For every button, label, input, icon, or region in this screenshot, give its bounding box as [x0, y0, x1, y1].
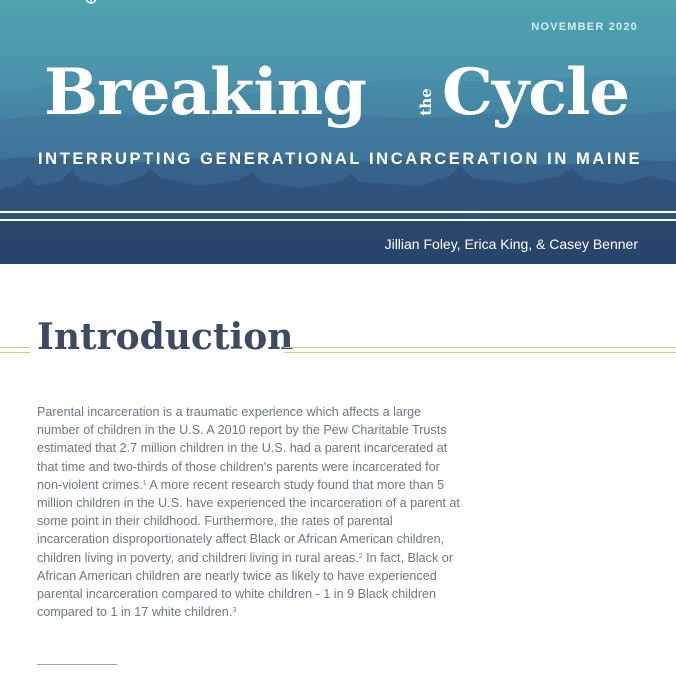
report-subtitle: INTERRUPTING GENERATIONAL INCARCERATION IN MAINE [38, 150, 643, 168]
intro-text-segment: A more recent research study found that more than 5 million children in the U.S. have experienced the incarceration of a parent at some point in their childhood. Furthermore, the rates of parental incarceration disproportionately affect Black or African American children, children living in poverty, and children living in rural areas. [37, 477, 460, 565]
heading-rule-right [284, 347, 676, 353]
authors-line: Jillian Foley, Erica King, & Casey Benner [384, 236, 638, 252]
header-banner [0, 0, 676, 264]
intro-text-segment: Parental incarceration is a traumatic experience which affects a large number of children in the U.S. A 2010 report by the Pew Charitable Trusts estimated that 2.7 million children in the U.S. had a parent incarcerated at that time and two-thirds of those children's parents were incarcerated for non-violent crimes. [37, 405, 448, 492]
footnote-marker: 3 [232, 607, 237, 615]
publication-date: NOVEMBER 2020 [531, 21, 638, 33]
organization-logo-icon [40, 0, 144, 8]
section-heading: Introduction [37, 316, 294, 358]
footnote-marker: 2 [358, 552, 363, 560]
title-word-cycle: Cycle [442, 55, 630, 130]
heading-rule-left [0, 347, 30, 353]
title-word-the: the [417, 88, 435, 116]
title-word-breaking: Breaking [44, 55, 366, 130]
intro-text-segment: In fact, Black or African American children are nearly twice as likely to have experienced parental incarceration compared to white children - 1 in 9 Black children compared to 1 in 17 white children. [37, 550, 453, 620]
banner-divider-top [0, 211, 676, 213]
banner-divider-bottom [0, 219, 676, 221]
footnote-divider [37, 664, 117, 665]
footnote-marker: 1 [142, 479, 147, 487]
intro-paragraph [37, 403, 462, 621]
